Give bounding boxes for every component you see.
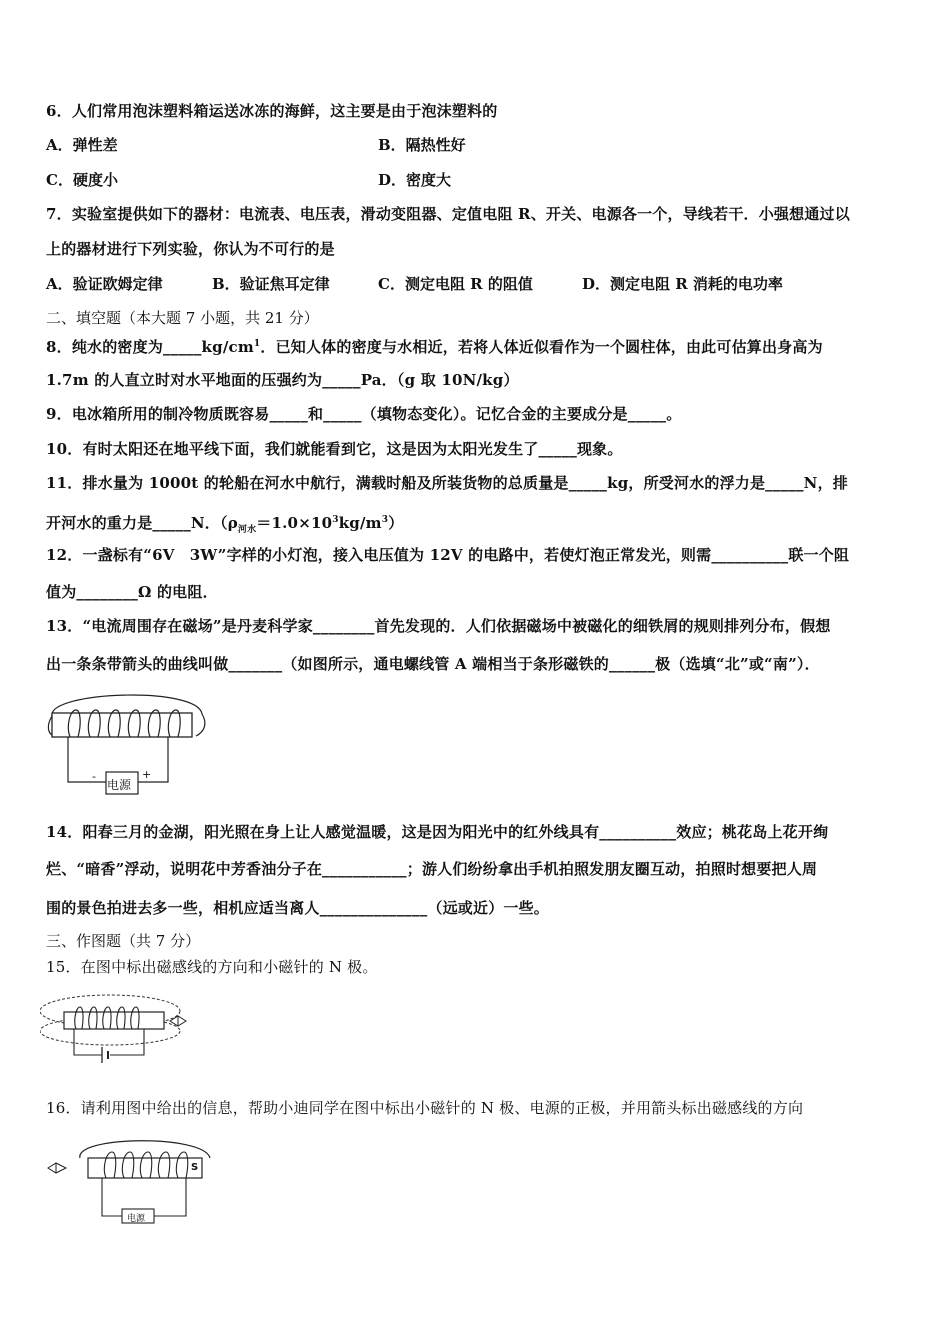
q6-stem: 6．人们常用泡沫塑料箱运送冰冻的海鲜，这主要是由于泡沫塑料的 xyxy=(46,102,498,120)
q6-option-c: C．硬度小 xyxy=(46,171,118,189)
q11-line1: 11．排水量为 1000t 的轮船在河水中航行，满载时船及所装货物的总质量是_____kg，所受河水的浮力是_____N，排 xyxy=(46,474,848,492)
q7-option-c: C．测定电阻 R 的阻值 xyxy=(378,275,533,293)
q16-s-pole-label: S xyxy=(191,1162,199,1173)
section-fill-in-title: 二、填空题（本大题 7 小题，共 21 分） xyxy=(46,309,319,327)
q7-stem-line2: 上的器材进行下列实验，你认为不可行的是 xyxy=(46,240,335,258)
q12-line1: 12．一盏标有“6V 3W”字样的小灯泡，接入电压值为 12V 的电路中，若使灯泡正常发光，则需__________联一个阻 xyxy=(46,546,850,564)
q10-text: 10．有时太阳还在地平线下面，我们就能看到它，这是因为太阳光发生了_____现象。 xyxy=(46,440,623,458)
q7-option-d: D．测定电阻 R 消耗的电功率 xyxy=(582,275,783,293)
q7-option-a: A．验证欧姆定律 xyxy=(46,275,163,293)
q16-text: 16．请利用图中给出的信息，帮助小迪同学在图中标出小磁针的 N 极、电源的正极，并用箭头标出磁感线的方向 xyxy=(46,1099,804,1117)
q14-line1: 14．阳春三月的金湖，阳光照在身上让人感觉温暖，这是因为阳光中的红外线具有__________效应；桃花岛上花开绚 xyxy=(46,823,829,841)
q11-line2: 开河水的重力是_____N．$(\rho_{河水}=1.0\times 10^3kg/m^3)$ xyxy=(46,514,404,535)
q16-power-label: 电源 xyxy=(127,1214,146,1224)
q8-line1: 8．纯水的密度为$\_\_\_\_\_kg/cm^1$．已知人体的密度与水相近，若将人体近似看作为一个圆柱体，由此可估算出身高为 xyxy=(46,338,823,356)
q14-line2: 烂、“暗香”浮动，说明花中芳香油分子在___________；游人们纷纷拿出手机拍照发朋友圈互动，拍照时想要把人周 xyxy=(46,860,818,878)
q12-line2: 值为________Ω 的电阻． xyxy=(46,583,218,601)
q6-option-a: A．弹性差 xyxy=(46,136,118,154)
q13-line2: 出一条条带箭头的曲线叫做_______（如图所示，通电螺线管 A 端相当于条形磁铁的______极（选填“北”或“南”）． xyxy=(46,655,820,673)
q8-line2: 1.7m 的人直立时对水平地面的压强约为_____Pa．（g 取 10N/kg） xyxy=(46,371,519,389)
q14-line3: 围的景色拍进去多一些，相机应适当离人______________（远或近）一些。 xyxy=(46,899,550,917)
q13-minus-label: - xyxy=(92,770,96,783)
q6-option-d: D．密度大 xyxy=(378,171,452,189)
q7-option-b: B．验证焦耳定律 xyxy=(212,275,330,293)
q9-text: 9．电冰箱所用的制冷物质既容易_____和_____（填物态变化）。记忆合金的主要成分是_____。 xyxy=(46,405,682,423)
q13-power-label: 电源 xyxy=(107,778,132,792)
q15-text: 15．在图中标出磁感线的方向和小磁针的 N 极。 xyxy=(46,958,378,976)
q13-line1: 13．“电流周围存在磁场”是丹麦科学家________首先发现的．人们依据磁场中被磁化的细铁屑的规则排列分布，假想 xyxy=(46,617,831,635)
q15-solenoid-figure xyxy=(40,985,190,1077)
q6-option-b: B．隔热性好 xyxy=(378,136,466,154)
section-drawing-title: 三、作图题（共 7 分） xyxy=(46,932,201,950)
q13-plus-label: + xyxy=(142,768,152,781)
q7-stem-line1: 7．实验室提供如下的器材：电流表、电压表，滑动变阻器、定值电阻 R、开关、电源各一个，导线若干．小强想通过以 xyxy=(46,205,850,223)
